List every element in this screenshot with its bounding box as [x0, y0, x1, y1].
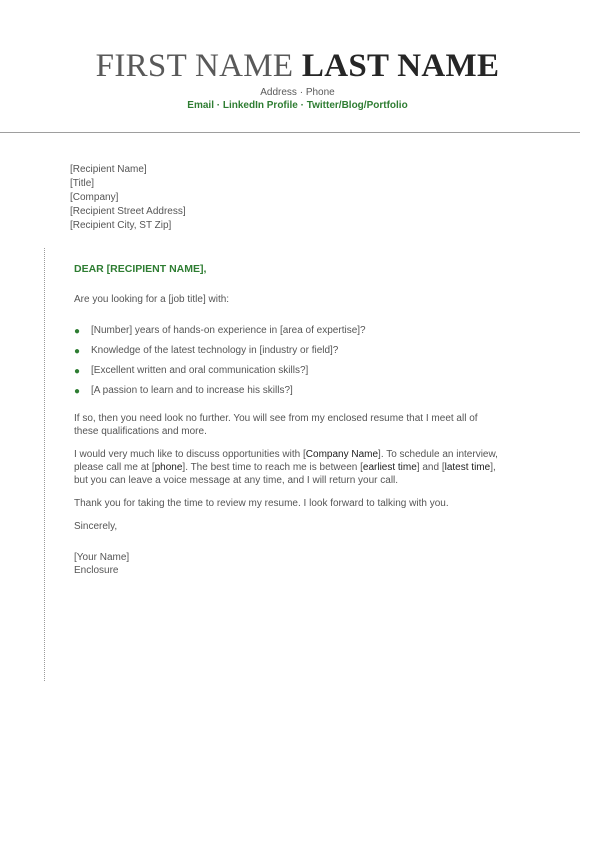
intro-paragraph: Are you looking for a [job title] with: — [74, 294, 230, 305]
dotted-margin-line — [44, 248, 45, 681]
contact-links-line: Email · LinkedIn Profile · Twitter/Blog/Portfolio — [187, 100, 408, 111]
phone-placeholder: phone — [154, 462, 183, 473]
recipient-block — [70, 163, 186, 233]
letter-body — [74, 263, 504, 577]
last-name: LAST NAME — [301, 48, 500, 84]
salutation: DEAR [RECIPIENT NAME], — [74, 263, 207, 275]
paragraph-qualifications: If so, then you need look no further. You will see from my enclosed resume that I meet all of these qualifications and more. — [74, 413, 478, 437]
recipient-city: [Recipient City, ST Zip] — [70, 220, 172, 231]
bullet-icon: ● — [74, 346, 81, 357]
resume-header — [0, 47, 595, 112]
earliest-time-placeholder: earliest time — [362, 462, 417, 473]
recipient-company: [Company] — [70, 192, 119, 203]
bullet-icon: ● — [74, 366, 81, 377]
signature-block — [74, 551, 504, 577]
recipient-name: [Recipient Name] — [70, 164, 147, 175]
recipient-title: [Title] — [70, 178, 95, 189]
company-name-placeholder: Company Name — [305, 449, 379, 460]
signature-name: [Your Name] — [74, 552, 130, 563]
list-item: ● [A passion to learn and to increase his skills?] — [74, 385, 293, 397]
bullet-icon: ● — [74, 386, 81, 397]
applicant-name — [0, 47, 595, 85]
first-name: FIRST NAME — [95, 48, 294, 84]
list-item: ● [Excellent written and oral communication skills?] — [74, 365, 309, 377]
bullet-icon: ● — [74, 326, 81, 337]
recipient-street: [Recipient Street Address] — [70, 206, 186, 217]
closing: Sincerely, — [74, 521, 118, 532]
qualifications-list — [74, 324, 504, 397]
address-phone-line: Address · Phone — [260, 87, 335, 98]
paragraph-schedule: I would very much like to discuss opportunities with [Company Name]. To schedule an interview, please call me at [phone]. The best time to reach me is between [earliest time] and [latest time], but you can leave a voice message at any time, and I will return your call. — [74, 449, 498, 486]
header-divider — [0, 132, 580, 133]
list-item: ● Knowledge of the latest technology in [industry or field]? — [74, 345, 339, 357]
list-item: ● [Number] years of hands-on experience in [area of expertise]? — [74, 325, 366, 337]
enclosure-note: Enclosure — [74, 565, 119, 576]
paragraph-thanks: Thank you for taking the time to review my resume. I look forward to talking with you. — [74, 498, 449, 509]
latest-time-placeholder: latest time — [444, 462, 491, 473]
